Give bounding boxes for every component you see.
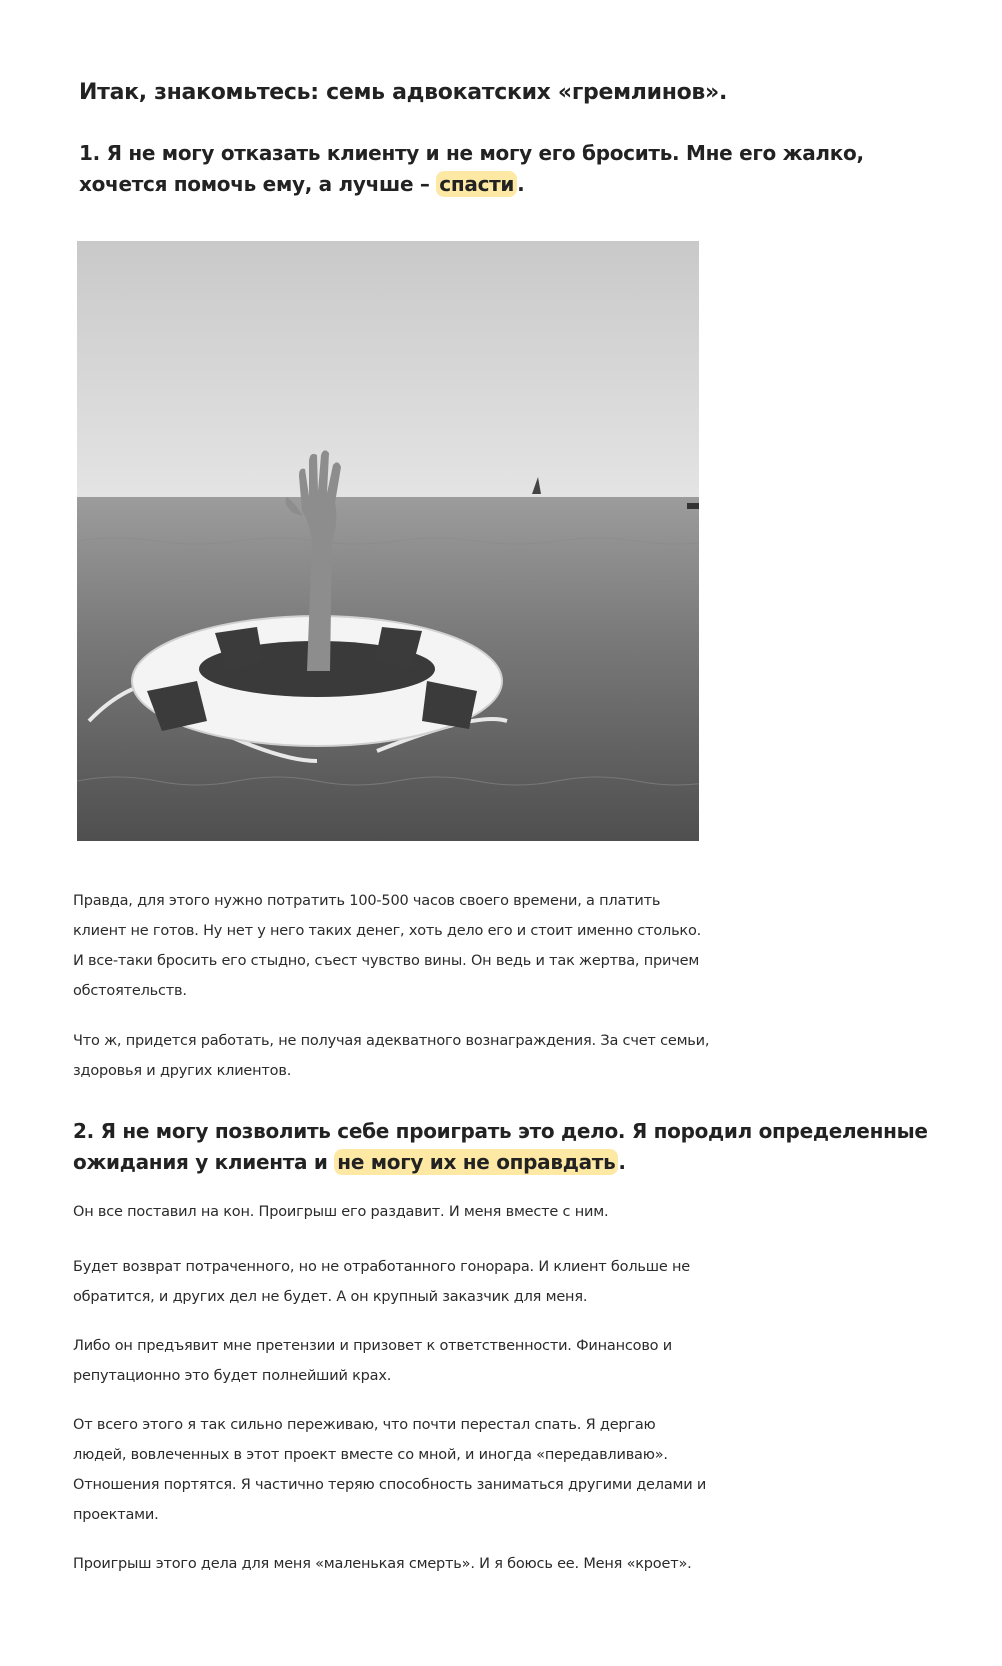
gremlin-2-highlight: не могу их не оправдать xyxy=(334,1149,618,1175)
gremlin-1-text: 1. Я не могу отказать клиенту и не могу его бросить. Мне его жалко, хочется помочь ему, а лучше – xyxy=(79,141,864,196)
paragraph: От всего этого я так сильно переживаю, что почти перестал спать. Я дергаю людей, вовлеченных в этот проект вместе со мной, и иногда «передавливаю». Отношения портятся. Я частично теряю способность заниматься другими делами и проектами. xyxy=(73,1417,707,1523)
paragraph: Либо он предъявит мне претензии и призовет к ответственности. Финансово и репутационно это будет полнейший крах. xyxy=(73,1338,672,1384)
paragraph: Правда, для этого нужно потратить 100-500 часов своего времени, а платить клиент не готов. Ну нет у него таких денег, хоть дело его и стоит именно столько. И все-таки бросить его стыдно, съест чувство вины. Он ведь и так жертва, причем обстоятельств. xyxy=(73,893,702,999)
gremlin-1-end: . xyxy=(517,172,525,196)
paragraph: Что ж, придется работать, не получая адекватного вознаграждения. За счет семьи, здоровья и других клиентов. xyxy=(73,1033,710,1079)
lifebuoy-illustration xyxy=(77,241,699,841)
gremlin-1-highlight: спасти xyxy=(436,171,517,197)
gremlin-1-heading xyxy=(79,138,939,200)
gremlin-2-end: . xyxy=(618,1150,626,1174)
gremlin-2-heading xyxy=(73,1116,933,1178)
paragraph: Проигрыш этого дела для меня «маленькая смерть». И я боюсь ее. Меня «кроет». xyxy=(73,1556,692,1572)
article-title: Итак, знакомьтесь: семь адвокатских «гремлинов». xyxy=(79,80,728,105)
paragraph: Будет возврат потраченного, но не отработанного гонорара. И клиент больше не обратится, и других дел не будет. А он крупный заказчик для меня. xyxy=(73,1259,690,1305)
lifebuoy-hand-photo xyxy=(77,241,699,841)
gremlin-2-text: 2. Я не могу позволить себе проиграть это дело. Я породил определенные ожидания у клиента и xyxy=(73,1119,928,1174)
paragraph: Он все поставил на кон. Проигрыш его раздавит. И меня вместе с ним. xyxy=(73,1204,609,1220)
